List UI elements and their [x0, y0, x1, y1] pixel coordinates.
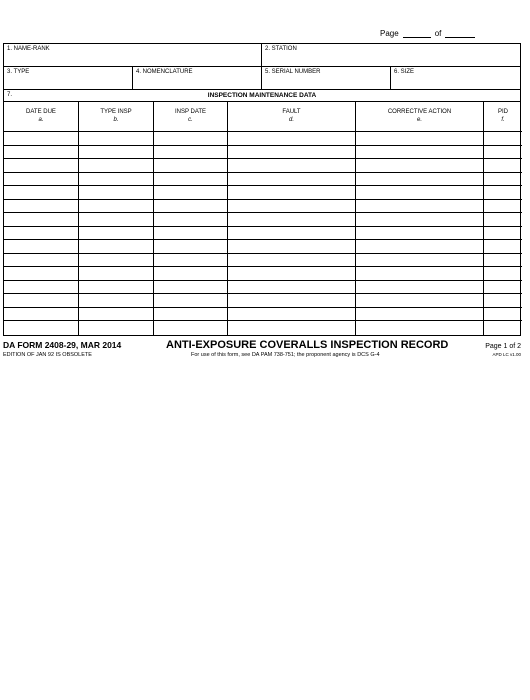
table-cell[interactable] [79, 213, 154, 227]
table-cell[interactable] [79, 281, 154, 295]
column-header [356, 102, 484, 132]
table-cell[interactable] [228, 159, 356, 173]
table-cell[interactable] [79, 227, 154, 241]
table-cell[interactable] [79, 294, 154, 308]
column-label: CORRECTIVE ACTION [387, 109, 452, 115]
station-label: 2. STATION [265, 46, 297, 52]
of-label: of [434, 29, 442, 38]
column-label: TYPE INSP [100, 109, 132, 115]
table-cell[interactable] [154, 173, 228, 187]
table-cell[interactable] [154, 308, 228, 322]
table-cell[interactable] [4, 159, 79, 173]
table-cell[interactable] [356, 200, 484, 214]
page-number [380, 28, 475, 38]
table-cell[interactable] [154, 267, 228, 281]
section-number: 7. [7, 92, 13, 98]
table-cell[interactable] [228, 200, 356, 214]
form-row-1 [4, 44, 520, 67]
column-header [484, 102, 522, 132]
nomenclature-field[interactable] [133, 67, 262, 89]
table-cell[interactable] [4, 294, 79, 308]
table-cell[interactable] [79, 254, 154, 268]
table-cell[interactable] [484, 200, 522, 214]
table-cell[interactable] [4, 254, 79, 268]
table-cell[interactable] [228, 227, 356, 241]
table-cell[interactable] [154, 159, 228, 173]
table-cell[interactable] [4, 281, 79, 295]
table-cell[interactable] [154, 321, 228, 335]
table-cell[interactable] [484, 294, 522, 308]
table-cell[interactable] [154, 132, 228, 146]
table-cell[interactable] [356, 213, 484, 227]
form-title: ANTI-EXPOSURE COVERALLS INSPECTION RECORD [166, 339, 449, 351]
column-letter: f. [501, 117, 505, 123]
table-cell[interactable] [484, 173, 522, 187]
column-label: PID [497, 109, 508, 115]
table-cell[interactable] [484, 213, 522, 227]
table-cell[interactable] [154, 281, 228, 295]
form-number: DA FORM 2408-29, MAR 2014 [3, 340, 122, 350]
form-row-2 [4, 67, 520, 90]
column-header [228, 102, 356, 132]
table-cell[interactable] [228, 240, 356, 254]
table-cell[interactable] [79, 308, 154, 322]
column-letter: e. [416, 117, 422, 123]
page-of: Page 1 of 2 [485, 343, 521, 350]
table-cell[interactable] [154, 186, 228, 200]
table-cell[interactable] [484, 308, 522, 322]
table-cell[interactable] [79, 159, 154, 173]
table-cell[interactable] [484, 132, 522, 146]
page-label: Page [380, 29, 399, 38]
table-cell[interactable] [484, 159, 522, 173]
edition-note: EDITION OF JAN 92 IS OBSOLETE [3, 352, 92, 358]
table-cell[interactable] [154, 240, 228, 254]
table-cell[interactable] [356, 294, 484, 308]
table-cell[interactable] [356, 267, 484, 281]
table-cell[interactable] [228, 321, 356, 335]
serial-number-field[interactable] [262, 67, 391, 89]
table-cell[interactable] [484, 240, 522, 254]
table-cell[interactable] [356, 254, 484, 268]
table-cell[interactable] [228, 267, 356, 281]
table-cell[interactable] [356, 159, 484, 173]
table-cell[interactable] [228, 146, 356, 160]
table-cell[interactable] [484, 321, 522, 335]
column-label: DATE DUE [26, 109, 56, 115]
column-header [154, 102, 228, 132]
table-cell[interactable] [4, 146, 79, 160]
table-cell[interactable] [154, 146, 228, 160]
table-cell[interactable] [79, 267, 154, 281]
name-rank-field[interactable] [4, 44, 262, 66]
station-field[interactable] [262, 44, 520, 66]
table-cell[interactable] [356, 281, 484, 295]
column-label: INSP DATE [174, 109, 207, 115]
footer-main [3, 339, 521, 351]
section-title: INSPECTION MAINTENANCE DATA [207, 92, 317, 99]
type-label: 3. TYPE [7, 69, 30, 75]
nomenclature-label: 4. NOMENCLATURE [136, 69, 193, 75]
table-cell[interactable] [79, 321, 154, 335]
table-cell[interactable] [79, 186, 154, 200]
table-cell[interactable] [4, 240, 79, 254]
footer-sub [3, 352, 521, 358]
table-cell[interactable] [4, 267, 79, 281]
table-cell[interactable] [484, 267, 522, 281]
table-cell[interactable] [154, 227, 228, 241]
table-cell[interactable] [356, 227, 484, 241]
table-cell[interactable] [484, 146, 522, 160]
table-cell[interactable] [4, 186, 79, 200]
column-letter: a. [38, 117, 44, 123]
table-cell[interactable] [484, 254, 522, 268]
table-cell[interactable] [154, 200, 228, 214]
table-cell[interactable] [79, 132, 154, 146]
serial-number-label: 5. SERIAL NUMBER [265, 69, 321, 75]
inspection-form [3, 43, 521, 336]
table-cell[interactable] [228, 294, 356, 308]
table-cell[interactable] [356, 240, 484, 254]
table-cell[interactable] [228, 308, 356, 322]
column-header [79, 102, 154, 132]
column-letter: c. [188, 117, 193, 123]
proponent-note: For use of this form, see DA PAM 738-751; the proponent agency is DCS G-4 [191, 352, 380, 358]
table-cell[interactable] [356, 308, 484, 322]
table-cell[interactable] [356, 146, 484, 160]
section-header [4, 90, 520, 102]
apd-version: APD LC v1.00 [492, 352, 521, 357]
column-header [4, 102, 79, 132]
table-cell[interactable] [4, 132, 79, 146]
table-cell[interactable] [228, 132, 356, 146]
table-cell[interactable] [4, 227, 79, 241]
table-cell[interactable] [356, 173, 484, 187]
table-cell[interactable] [4, 308, 79, 322]
table-cell[interactable] [79, 240, 154, 254]
column-letter: d. [288, 117, 294, 123]
size-field[interactable] [391, 67, 520, 89]
table-cell[interactable] [154, 294, 228, 308]
table-cell[interactable] [4, 173, 79, 187]
total-pages-input[interactable] [445, 28, 475, 38]
column-label: FAULT [282, 109, 301, 115]
table-cell[interactable] [484, 227, 522, 241]
table-cell[interactable] [79, 173, 154, 187]
table-cell[interactable] [228, 173, 356, 187]
table-cell[interactable] [356, 186, 484, 200]
table-cell[interactable] [4, 213, 79, 227]
size-label: 6. SIZE [394, 69, 415, 75]
type-field[interactable] [4, 67, 133, 89]
table-cell[interactable] [4, 200, 79, 214]
table-cell[interactable] [484, 186, 522, 200]
table-cell[interactable] [4, 321, 79, 335]
table-cell[interactable] [228, 213, 356, 227]
name-rank-label: 1. NAME-RANK [7, 46, 50, 52]
table-cell[interactable] [356, 132, 484, 146]
table-cell[interactable] [228, 281, 356, 295]
table-cell[interactable] [79, 146, 154, 160]
table-cell[interactable] [484, 281, 522, 295]
table-cell[interactable] [79, 200, 154, 214]
table-cell[interactable] [228, 186, 356, 200]
table-cell[interactable] [154, 254, 228, 268]
table-cell[interactable] [228, 254, 356, 268]
table-cell[interactable] [154, 213, 228, 227]
table-cell[interactable] [356, 321, 484, 335]
column-letter: b. [113, 117, 119, 123]
inspection-table [4, 102, 520, 335]
page-input[interactable] [403, 28, 431, 38]
